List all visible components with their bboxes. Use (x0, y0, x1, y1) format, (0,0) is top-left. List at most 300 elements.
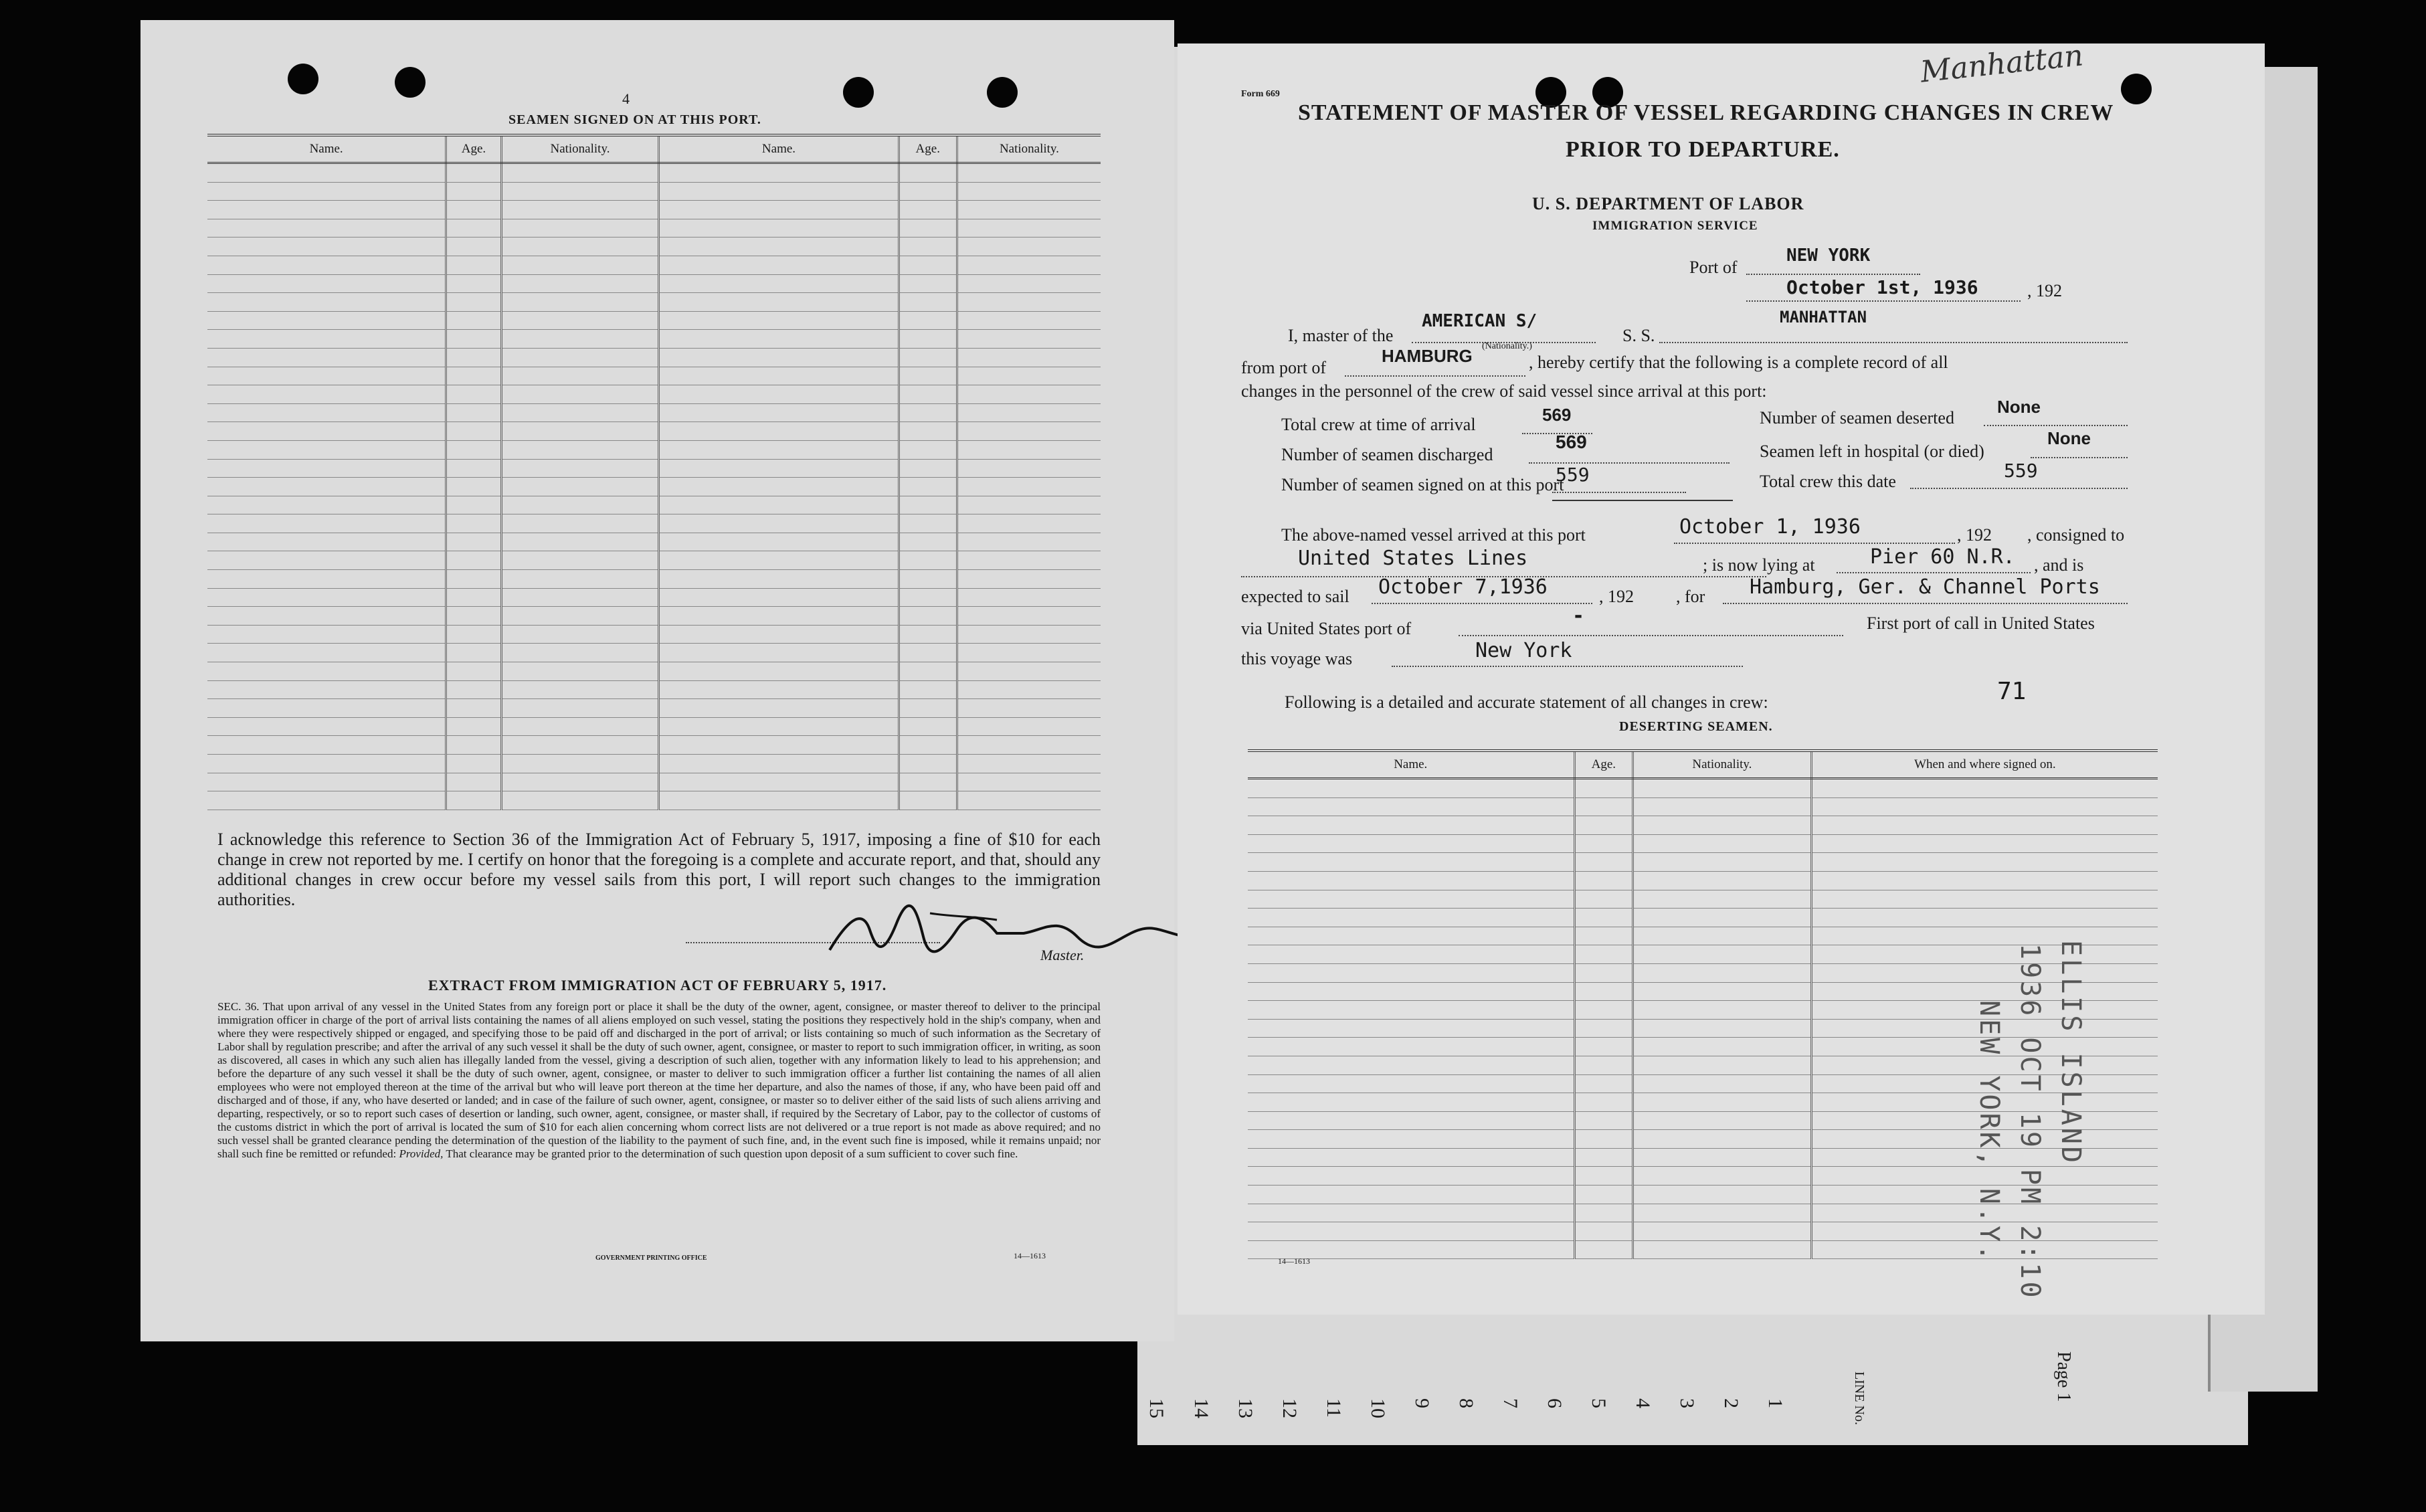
table-cell (446, 607, 501, 626)
table-row (207, 201, 1101, 219)
table-cell (659, 644, 899, 662)
table-cell (899, 385, 957, 404)
table-cell (899, 644, 957, 662)
table-cell (899, 367, 957, 385)
table-row (207, 717, 1101, 736)
table-cell (501, 644, 659, 662)
table-cell (899, 182, 957, 201)
table-cell (1248, 853, 1574, 872)
table-cell (207, 348, 446, 367)
table-cell (501, 163, 659, 183)
table-cell (659, 367, 899, 385)
table-cell (501, 496, 659, 514)
table-cell (501, 662, 659, 681)
table-cell (207, 182, 446, 201)
table-cell (1248, 1056, 1574, 1074)
table-cell (899, 607, 957, 626)
table-cell (1574, 1038, 1633, 1056)
table-cell (207, 680, 446, 699)
col-age: Age. (1574, 751, 1633, 779)
hospital-label: Seamen left in hospital (or died) (1760, 442, 1984, 461)
table-row (207, 533, 1101, 551)
table-row (207, 625, 1101, 644)
table-cell (1633, 1130, 1812, 1149)
table-cell (957, 625, 1101, 644)
table-cell (659, 625, 899, 644)
table-cell (501, 440, 659, 459)
table-row (207, 422, 1101, 441)
table-cell (1633, 816, 1812, 835)
table-cell (957, 256, 1101, 274)
consignee-value: United States Lines (1298, 547, 1528, 570)
table-cell (1633, 853, 1812, 872)
table-row (1248, 909, 2158, 927)
table-cell (957, 311, 1101, 330)
table-cell (446, 440, 501, 459)
table-cell (1574, 779, 1633, 798)
table-cell (207, 644, 446, 662)
table-cell (207, 570, 446, 589)
line-number: 4 (1632, 1398, 1654, 1408)
table-cell (957, 367, 1101, 385)
table-cell (659, 791, 899, 810)
table-cell (207, 330, 446, 349)
line-number: 9 (1411, 1398, 1433, 1408)
voyage-label: this voyage was (1241, 649, 1353, 668)
table-cell (446, 736, 501, 755)
table-cell (659, 422, 899, 441)
proviso-text: That clearance may be granted prior to the determination of such question upon deposit of a sum sufficient to cover such fine. (446, 1147, 1018, 1160)
total-crew-arrival-value: 569 (1542, 405, 1572, 425)
total-crew-date-label: Total crew this date (1760, 472, 1896, 491)
table-cell (659, 570, 899, 589)
page-number: 4 (622, 90, 630, 107)
table-cell (501, 736, 659, 755)
table-cell (957, 607, 1101, 626)
punch-hole (2121, 74, 2152, 104)
table-cell (1811, 909, 2158, 927)
table-cell (1574, 816, 1633, 835)
table-cell (1633, 1111, 1812, 1130)
table-row (207, 219, 1101, 238)
table-cell (501, 478, 659, 496)
table-row (207, 440, 1101, 459)
via-label: via United States port of (1241, 619, 1412, 638)
table-row (207, 662, 1101, 681)
table-cell (207, 274, 446, 293)
table-cell (1248, 797, 1574, 816)
table-cell (957, 422, 1101, 441)
table-cell (1248, 1001, 1574, 1020)
table-cell (1811, 982, 2158, 1001)
table-cell (446, 680, 501, 699)
table-cell (1574, 927, 1633, 945)
table-cell (446, 163, 501, 183)
table-cell (899, 533, 957, 551)
table-row (1248, 797, 2158, 816)
table-cell (957, 570, 1101, 589)
table-row (207, 588, 1101, 607)
table-cell (899, 496, 957, 514)
proviso-italic: Provided, (399, 1147, 444, 1160)
table-row (207, 367, 1101, 385)
table-cell (1633, 1148, 1812, 1167)
table-cell (1248, 1167, 1574, 1186)
line-number: 3 (1676, 1398, 1698, 1408)
table-cell (207, 385, 446, 404)
table-cell (957, 219, 1101, 238)
table-cell (446, 182, 501, 201)
table-cell (207, 163, 446, 183)
deserted-label: Number of seamen deserted (1760, 408, 1954, 428)
table-cell (899, 736, 957, 755)
table-cell (1574, 1093, 1633, 1112)
table-row (207, 274, 1101, 293)
col-nationality: Nationality. (1633, 751, 1812, 779)
table-cell (1248, 1093, 1574, 1112)
table-cell (1574, 853, 1633, 872)
table-cell (1248, 982, 1574, 1001)
table-cell (957, 182, 1101, 201)
line-number: 8 (1455, 1398, 1477, 1408)
table-cell (957, 791, 1101, 810)
table-cell (899, 348, 957, 367)
col-age: Age. (446, 135, 501, 163)
signed-on-label: Number of seamen signed on at this port (1281, 475, 1564, 494)
table-cell (957, 293, 1101, 312)
table-row (207, 755, 1101, 773)
table-cell (446, 274, 501, 293)
table-row (207, 293, 1101, 312)
punch-hole (288, 64, 318, 94)
table-cell (207, 422, 446, 441)
table-row (1248, 779, 2158, 798)
table-cell (899, 403, 957, 422)
table-cell (446, 367, 501, 385)
table-cell (1633, 834, 1812, 853)
table-cell (501, 367, 659, 385)
table-cell (501, 570, 659, 589)
signed-on-value: 559 (1556, 464, 1590, 486)
table-cell (1248, 945, 1574, 964)
table-cell (899, 791, 957, 810)
table-cell (446, 403, 501, 422)
table-cell (659, 736, 899, 755)
table-cell (1574, 1074, 1633, 1093)
table-cell (501, 717, 659, 736)
table-cell (957, 551, 1101, 570)
table-row (1248, 834, 2158, 853)
table-cell (957, 699, 1101, 718)
left-form-code: 14—1613 (1014, 1251, 1046, 1260)
table-cell (957, 514, 1101, 533)
table-cell (501, 588, 659, 607)
table-cell (501, 348, 659, 367)
port-value: NEW YORK (1786, 246, 1871, 266)
table-cell (446, 238, 501, 256)
table-cell (1574, 834, 1633, 853)
table-cell (446, 330, 501, 349)
total-crew-arrival-label: Total crew at time of arrival (1281, 415, 1476, 434)
section-36-text: SEC. 36. That upon arrival of any vessel in the United States from any foreign port or place it shall be the duty of the owner, agent, consignee, or master thereof to deliver to the principal immigration officer in charge of the port of arrival lists containing the names of all aliens employed on such vessel, stating the positions they respectively hold in the ship's company, when and where they were respectively shipped or engaged, and specifying those to be paid off and discharged in the port of arrival; or lists containing so much of such information as the Secretary of Labor shall by regulation prescribe; and after the arrival of any such vessel it shall be the duty of such owner, agent, consignee, or master to report to such immigration officer, in writing, as soon as discovered, all cases in which any such alien has illegally landed from the vessel, giving a description of such alien, together with any information likely to lead to his apprehension; and before the departure of any such vessel it shall be the duty of such owner, agent, consignee, or master to deliver to such immigration officer a further list containing the names of all alien employees who were not employed thereon at the time of the arrival but who will leave port thereon at the time her departure, and also the names of those, if any, who have been paid off and discharged and of those, if any, who have deserted or landed; and in case of the failure of such owner, agent, consignee, or master so to deliver either of the said lists of such aliens arriving and departing, respectively, or so to report such cases of desertion or landing, such owner, agent, consignee, or master shall, if required by the Secretary of Labor, pay to the collector of customs of the customs district in which the port of arrival is located the sum of $10 for each alien concerning whom correct lists are not delivered or a true report is not made as above required; and no such vessel shall be granted clearance pending the determination of the question of the liability to the payment of such fine, and, in the event such fine is imposed, while it remains unpaid; nor shall such fine be remitted or refunded: Provided, That clearance may be granted prior to the determination of such question upon deposit of a sum sufficient to cover such fine. (217, 1000, 1101, 1160)
table-cell (1248, 816, 1574, 835)
nationality-value: AMERICAN S/ (1422, 311, 1537, 331)
table-cell (1633, 871, 1812, 890)
table-cell (957, 717, 1101, 736)
table-cell (1633, 1074, 1812, 1093)
table-cell (501, 680, 659, 699)
table-cell (899, 459, 957, 478)
table-cell (501, 514, 659, 533)
table-cell (957, 736, 1101, 755)
table-cell (501, 791, 659, 810)
table-cell (659, 773, 899, 791)
table-cell (1574, 1186, 1633, 1204)
table-cell (501, 422, 659, 441)
table-cell (899, 219, 957, 238)
table-cell (899, 440, 957, 459)
table-cell (446, 533, 501, 551)
table-cell (207, 588, 446, 607)
table-cell (1248, 1148, 1574, 1167)
table-cell (659, 219, 899, 238)
table-cell (1574, 909, 1633, 927)
col-name: Name. (659, 135, 899, 163)
table-cell (207, 201, 446, 219)
table-cell (446, 385, 501, 404)
table-cell (446, 551, 501, 570)
table-cell (501, 699, 659, 718)
table-cell (1633, 963, 1812, 982)
table-row (207, 385, 1101, 404)
table-cell (1633, 1093, 1812, 1112)
table-cell (1248, 1111, 1574, 1130)
table-cell (501, 607, 659, 626)
table-cell (207, 607, 446, 626)
table-row (1248, 853, 2158, 872)
arrived-suffix: , 192 (1957, 525, 1992, 545)
table-cell (501, 755, 659, 773)
table-cell (1811, 963, 2158, 982)
table-cell (207, 459, 446, 478)
stamp-location: NEW YORK, N.Y. (1974, 1000, 2004, 1264)
table-cell (957, 533, 1101, 551)
line-number: 5 (1588, 1398, 1610, 1408)
table-cell (1248, 1130, 1574, 1149)
line-number: 11 (1323, 1398, 1345, 1418)
table-cell (1633, 1019, 1812, 1038)
consigned-label: , consigned to (2027, 525, 2125, 545)
table-cell (501, 201, 659, 219)
table-cell (659, 274, 899, 293)
table-cell (899, 311, 957, 330)
table-cell (207, 551, 446, 570)
table-cell (957, 644, 1101, 662)
table-cell (1633, 1056, 1812, 1074)
table-cell (659, 755, 899, 773)
table-cell (1811, 853, 2158, 872)
col-name: Name. (1248, 751, 1574, 779)
table-cell (207, 533, 446, 551)
table-cell (659, 607, 899, 626)
table-cell (1574, 982, 1633, 1001)
table-cell (1574, 1167, 1633, 1186)
total-crew-date-value: 559 (2004, 460, 2038, 482)
table-cell (446, 625, 501, 644)
table-cell (659, 440, 899, 459)
expected-suffix: , 192 (1599, 587, 1634, 606)
right-form-code: 14—1613 (1278, 1256, 1310, 1266)
table-cell (1811, 816, 2158, 835)
lying-label: ; is now lying at (1703, 555, 1815, 575)
line-number: 2 (1720, 1398, 1742, 1408)
table-cell (659, 201, 899, 219)
table-cell (1248, 1222, 1574, 1241)
discharged-value: 569 (1556, 432, 1587, 452)
table-cell (659, 293, 899, 312)
table-cell (899, 662, 957, 681)
line-number: 14 (1190, 1398, 1212, 1418)
table-cell (501, 403, 659, 422)
acknowledgement-text: I acknowledge this reference to Section 36 of the Immigration Act of February 5, 1917, imposing a fine of $10 for each change in crew not reported by me. I certify on honor that the foregoing is a complete and accurate report, and that, should any additional changes in crew occur before my vessel sails from this port, I will report such changes to the immigration authorities. (217, 830, 1101, 909)
table-cell (446, 644, 501, 662)
table-cell (1811, 834, 2158, 853)
for-label: , for (1676, 587, 1705, 606)
table-row (1248, 816, 2158, 835)
table-row (207, 570, 1101, 589)
arrived-label: The above-named vessel arrived at this port (1281, 525, 1586, 545)
table-cell (446, 662, 501, 681)
table-cell (957, 238, 1101, 256)
table-cell (957, 403, 1101, 422)
table-row (207, 644, 1101, 662)
line-number: 7 (1499, 1398, 1521, 1408)
table-cell (1574, 871, 1633, 890)
table-cell (501, 219, 659, 238)
table-cell (899, 478, 957, 496)
table-cell (957, 478, 1101, 496)
table-cell (659, 182, 899, 201)
table-cell (1633, 890, 1812, 909)
table-cell (659, 403, 899, 422)
line-no-label: LINE No. (1852, 1372, 1867, 1425)
table-row (1248, 927, 2158, 945)
table-cell (659, 699, 899, 718)
table-row (1248, 890, 2158, 909)
table-cell (899, 551, 957, 570)
table-cell (1248, 1186, 1574, 1204)
table-cell (446, 459, 501, 478)
table-cell (1574, 1130, 1633, 1149)
table-cell (501, 330, 659, 349)
table-cell (1574, 945, 1633, 964)
table-row (207, 680, 1101, 699)
table-cell (207, 219, 446, 238)
and-is-label: , and is (2034, 555, 2084, 575)
extract-title: EXTRACT FROM IMMIGRATION ACT OF FEBRUARY 5, 1917. (428, 977, 887, 994)
table-cell (659, 459, 899, 478)
table-cell (207, 311, 446, 330)
table-cell (446, 717, 501, 736)
table-cell (501, 311, 659, 330)
table-cell (1248, 1038, 1574, 1056)
table-row (207, 348, 1101, 367)
table-cell (1574, 1111, 1633, 1130)
table-cell (899, 256, 957, 274)
underlying-page-label: Page 1 (2053, 1351, 2074, 1402)
date-suffix: , 192 (2027, 281, 2062, 300)
nationality-caption: (Nationality.) (1482, 341, 1532, 351)
table-cell (446, 422, 501, 441)
table-cell (899, 717, 957, 736)
ss-field (1659, 319, 2128, 343)
deserted-value: None (1997, 397, 2041, 417)
table-cell (207, 478, 446, 496)
master-signature (823, 903, 1198, 963)
table-cell (1574, 1222, 1633, 1241)
left-page (141, 20, 1174, 1341)
table-cell (207, 791, 446, 810)
via-value: - (1572, 604, 1585, 628)
table-cell (207, 256, 446, 274)
table-cell (1248, 909, 1574, 927)
ss-value: MANHATTAN (1780, 308, 1867, 326)
table-cell (659, 533, 899, 551)
table-cell (899, 680, 957, 699)
certify-text: , hereby certify that the following is a complete record of all (1529, 353, 1948, 372)
first-port-label: First port of call in United States (1867, 613, 2095, 633)
department-label: U. S. DEPARTMENT OF LABOR (1532, 194, 1804, 213)
table-cell (957, 459, 1101, 478)
table-cell (501, 182, 659, 201)
table-cell (1633, 797, 1812, 816)
line-number: 6 (1544, 1398, 1566, 1408)
table-cell (446, 791, 501, 810)
table-row (207, 311, 1101, 330)
table-cell (659, 256, 899, 274)
table-cell (446, 256, 501, 274)
table-cell (207, 736, 446, 755)
form-label: Form 669 (1241, 89, 1280, 99)
table-cell (1574, 1148, 1633, 1167)
table-cell (1248, 1019, 1574, 1038)
master-label: Master. (1040, 947, 1085, 963)
table-cell (899, 422, 957, 441)
table-cell (446, 478, 501, 496)
table-cell (659, 348, 899, 367)
table-cell (207, 755, 446, 773)
title-line-1: STATEMENT OF MASTER OF VESSEL REGARDING CHANGES IN CREW (1298, 100, 2114, 125)
line-number: 10 (1367, 1398, 1389, 1418)
stamp-ellis-island: ELLIS ISLAND (2055, 940, 2086, 1165)
table-row (207, 459, 1101, 478)
table-row (207, 478, 1101, 496)
line-number: 12 (1279, 1398, 1301, 1418)
table-cell (1248, 871, 1574, 890)
table-cell (446, 348, 501, 367)
table-cell (899, 773, 957, 791)
table-row (207, 403, 1101, 422)
table-cell (446, 311, 501, 330)
punch-hole (395, 67, 426, 98)
table-cell (1633, 1222, 1812, 1241)
table-cell (446, 588, 501, 607)
table-cell (957, 588, 1101, 607)
line-number: 13 (1234, 1398, 1256, 1418)
deserting-title: DESERTING SEAMEN. (1619, 719, 1773, 734)
destination-value: Hamburg, Ger. & Channel Ports (1750, 575, 2100, 599)
arrived-value: October 1, 1936 (1679, 515, 1861, 539)
